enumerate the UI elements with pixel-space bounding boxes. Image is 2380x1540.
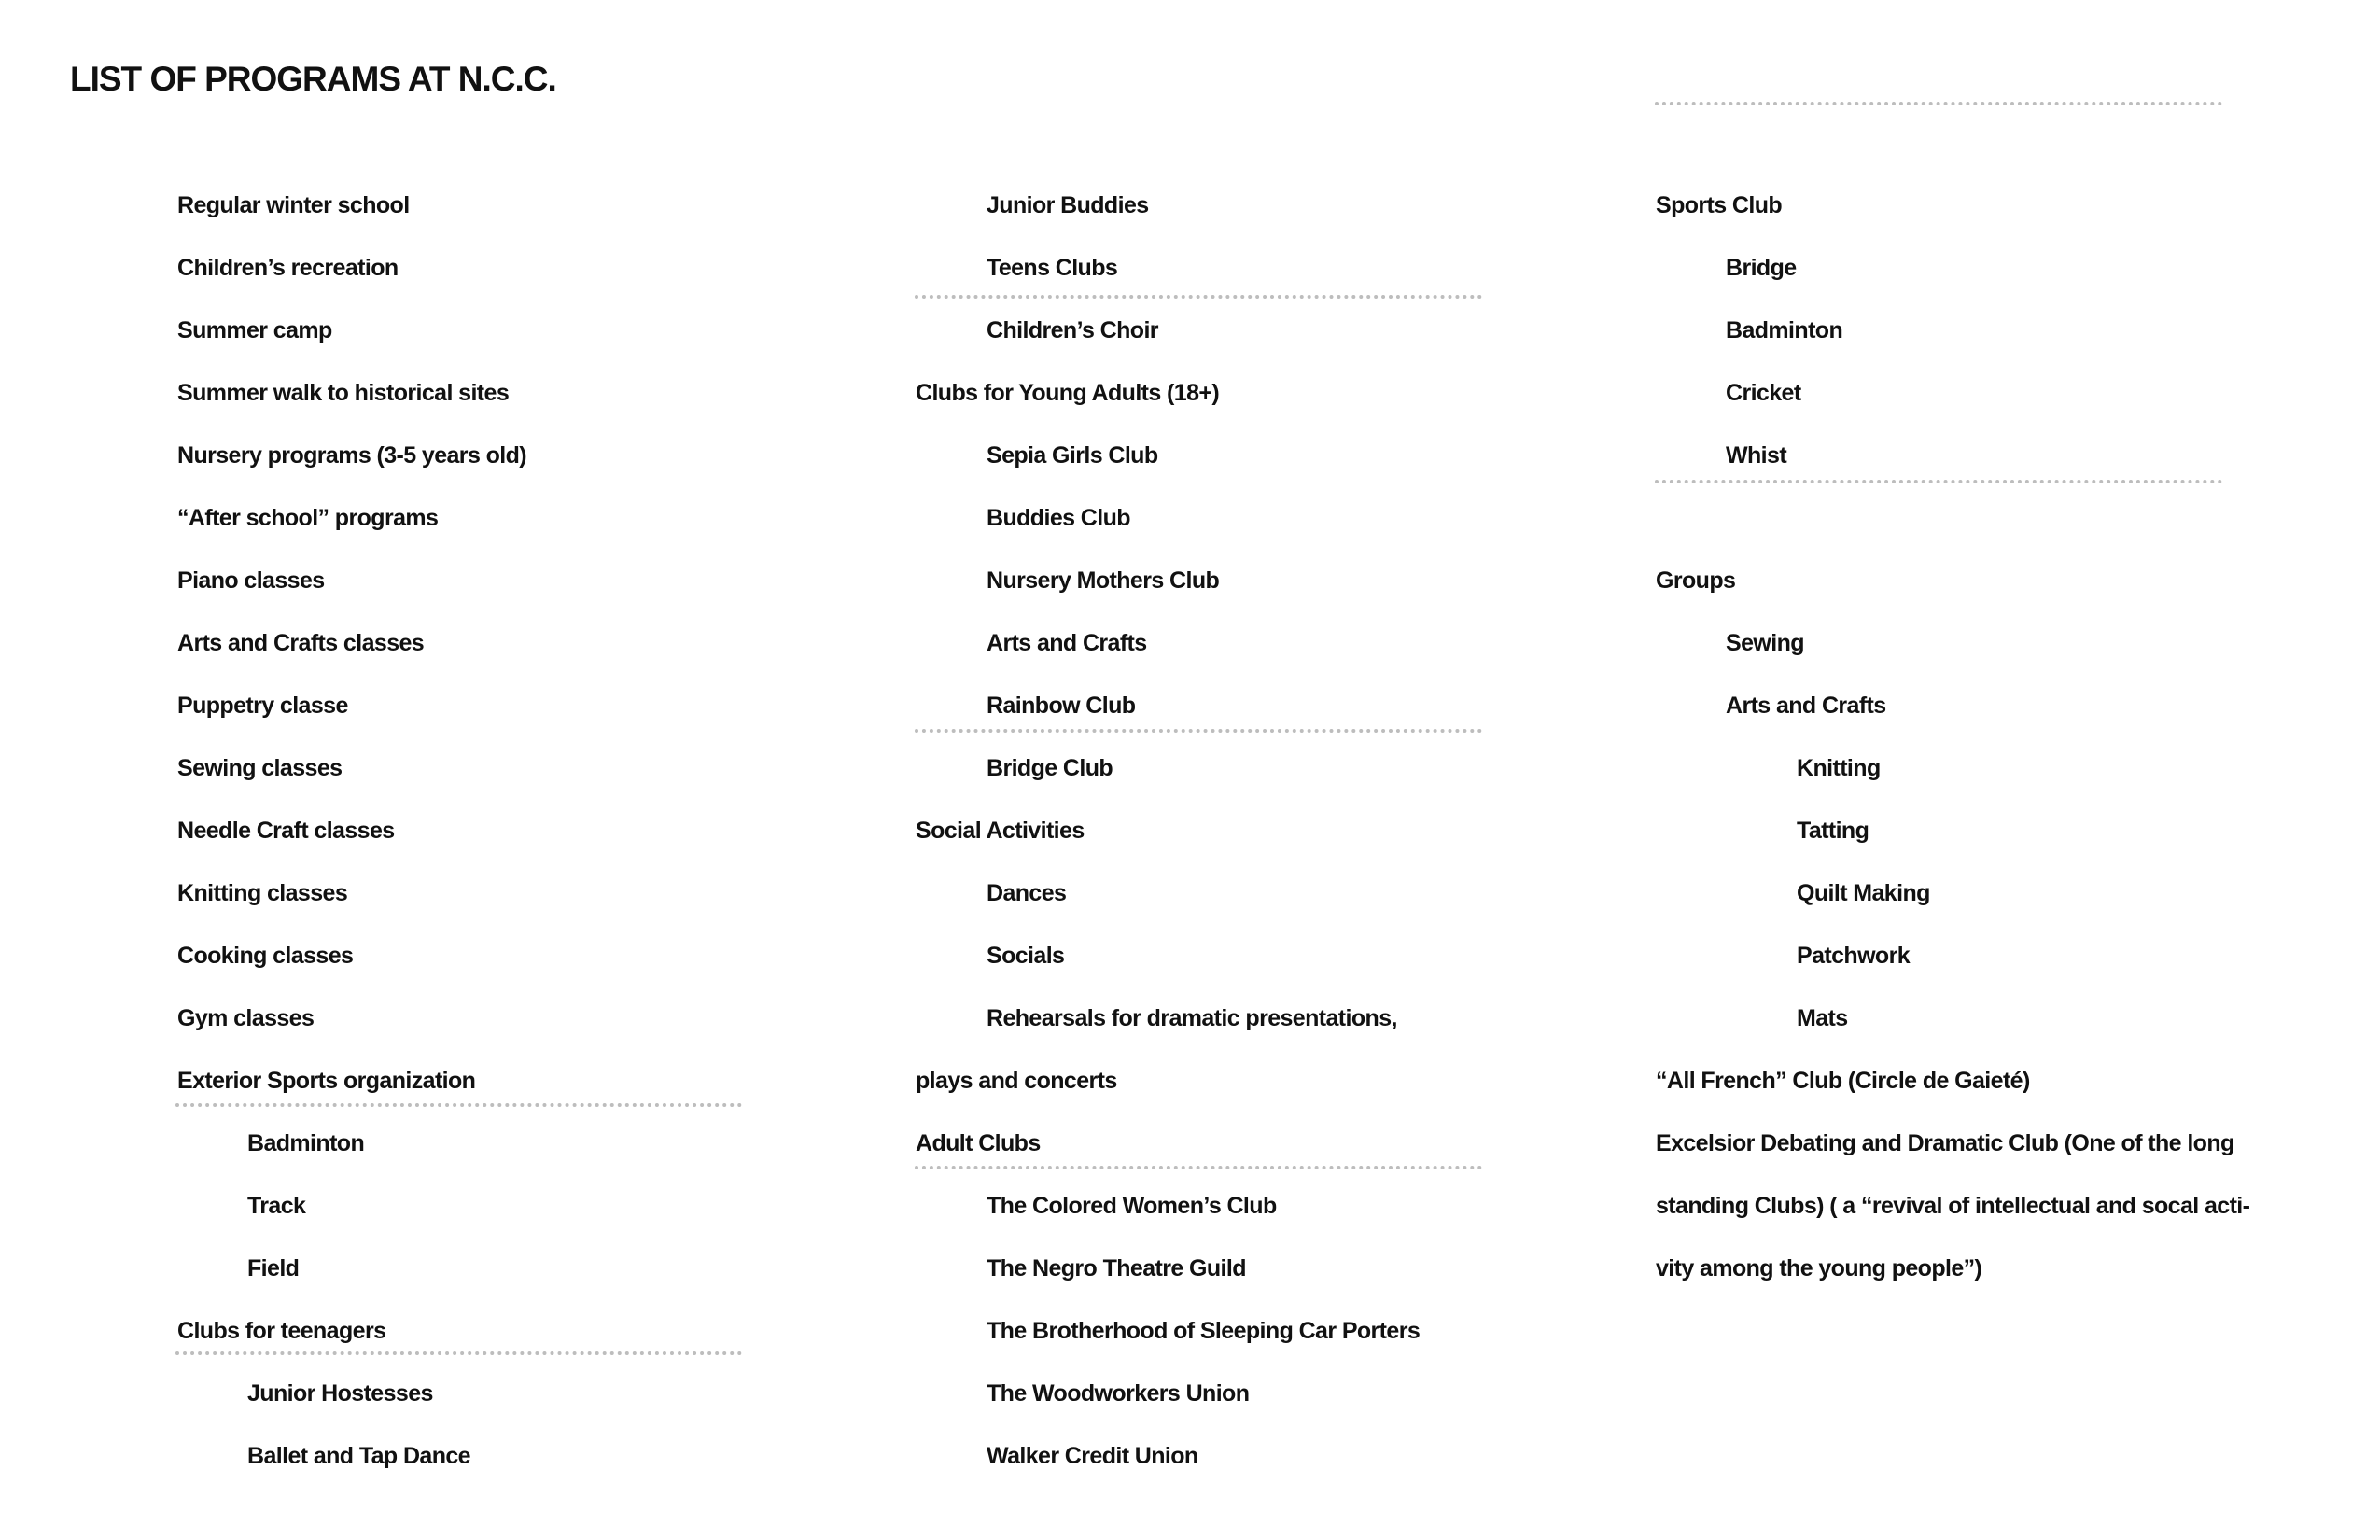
program-item: “After school” programs <box>177 505 439 531</box>
program-subsubitem: Knitting <box>1797 755 1881 781</box>
program-subitem: Bridge Club <box>987 755 1113 781</box>
program-subitem: Sewing <box>1726 630 1804 656</box>
program-subsubitem: Quilt Making <box>1797 880 1930 906</box>
program-item: Piano classes <box>177 567 325 594</box>
program-subitem: The Woodworkers Union <box>987 1380 1250 1407</box>
page-title: LIST OF PROGRAMS AT N.C.C. <box>70 60 556 98</box>
program-heading-continued: vity among the young people”) <box>1656 1255 1982 1281</box>
program-subitem-continued: plays and concerts <box>916 1068 1117 1094</box>
program-subitem: Bridge <box>1726 255 1797 281</box>
program-subitem: Sepia Girls Club <box>987 442 1158 469</box>
program-subitem: Cricket <box>1726 380 1801 406</box>
program-heading: Adult Clubs <box>916 1130 1041 1156</box>
program-item: Gym classes <box>177 1005 315 1031</box>
program-subitem: The Colored Women’s Club <box>987 1193 1277 1219</box>
program-subitem: The Brotherhood of Sleeping Car Porters <box>987 1318 1421 1344</box>
program-heading: “All French” Club (Circle de Gaieté) <box>1656 1068 2030 1094</box>
program-item: Arts and Crafts classes <box>177 630 425 656</box>
program-subitem: Junior Buddies <box>987 192 1149 218</box>
program-subitem: The Negro Theatre Guild <box>987 1255 1246 1281</box>
program-subitem: Rehearsals for dramatic presentations, <box>987 1005 1397 1031</box>
program-subitem: Dances <box>987 880 1067 906</box>
program-subitem: Socials <box>987 943 1065 969</box>
program-subitem: Badminton <box>1726 317 1843 343</box>
program-item: Puppetry classe <box>177 693 348 719</box>
program-subitem: Badminton <box>247 1130 365 1156</box>
program-heading-continued: standing Clubs) ( a “revival of intellectual and socal acti- <box>1656 1193 2250 1219</box>
program-item: Regular winter school <box>177 192 410 218</box>
dotted-divider <box>915 729 1482 733</box>
program-item: Summer camp <box>177 317 332 343</box>
dotted-divider <box>915 295 1482 299</box>
program-subitem: Rainbow Club <box>987 693 1136 719</box>
program-item: Knitting classes <box>177 880 348 906</box>
program-heading: Clubs for Young Adults (18+) <box>916 380 1220 406</box>
program-subitem: Children’s Choir <box>987 317 1158 343</box>
program-item: Cooking classes <box>177 943 354 969</box>
program-subitem: Teens Clubs <box>987 255 1118 281</box>
program-item: Sewing classes <box>177 755 343 781</box>
program-subitem: Arts and Crafts <box>987 630 1147 656</box>
program-subitem: Junior Hostesses <box>247 1380 433 1407</box>
program-item: Nursery programs (3-5 years old) <box>177 442 527 469</box>
program-heading: Social Activities <box>916 818 1085 844</box>
program-subitem: Whist <box>1726 442 1787 469</box>
program-subitem: Field <box>247 1255 300 1281</box>
dotted-divider <box>915 1166 1482 1169</box>
program-item: Children’s recreation <box>177 255 399 281</box>
dotted-divider <box>1655 102 2222 105</box>
program-heading: Sports Club <box>1656 192 1783 218</box>
program-subsubitem: Mats <box>1797 1005 1848 1031</box>
dotted-divider <box>175 1351 742 1355</box>
program-item: Summer walk to historical sites <box>177 380 510 406</box>
dotted-divider <box>175 1103 742 1107</box>
program-item: Needle Craft classes <box>177 818 395 844</box>
program-subitem: Nursery Mothers Club <box>987 567 1220 594</box>
program-subitem: Ballet and Tap Dance <box>247 1443 470 1469</box>
program-subitem: Track <box>247 1193 306 1219</box>
program-subsubitem: Patchwork <box>1797 943 1911 969</box>
program-heading: Groups <box>1656 567 1736 594</box>
program-heading: Exterior Sports organization <box>177 1068 476 1094</box>
program-heading: Clubs for teenagers <box>177 1318 386 1344</box>
program-subitem: Buddies Club <box>987 505 1130 531</box>
program-heading: Excelsior Debating and Dramatic Club (One of the long <box>1656 1130 2234 1156</box>
program-subsubitem: Tatting <box>1797 818 1869 844</box>
dotted-divider <box>1655 480 2222 483</box>
program-subitem: Walker Credit Union <box>987 1443 1198 1469</box>
program-subitem: Arts and Crafts <box>1726 693 1886 719</box>
